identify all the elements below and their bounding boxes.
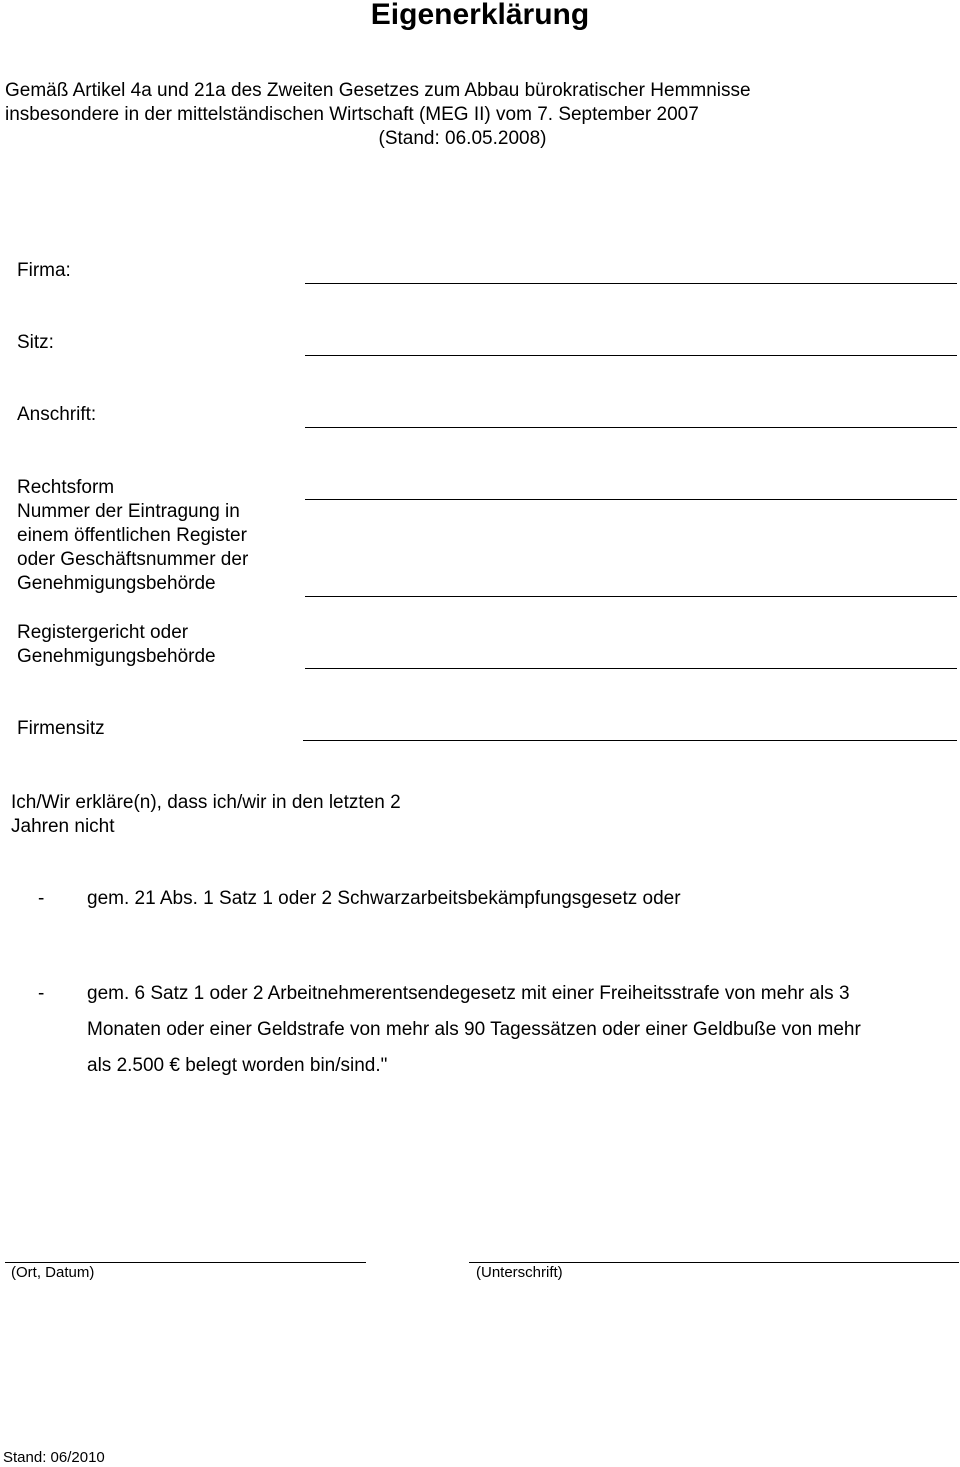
label-firmensitz: Firmensitz [17, 718, 105, 739]
declaration-intro [11, 791, 401, 839]
label-sitz: Sitz: [17, 332, 54, 353]
signature-line-place-date[interactable] [5, 1262, 366, 1263]
caption-signature: (Unterschrift) [476, 1264, 563, 1281]
footer-stand: Stand: 06/2010 [3, 1449, 105, 1466]
input-line-sitz[interactable] [305, 355, 957, 356]
input-line-firma[interactable] [305, 283, 957, 284]
label-registernummer-line-3: oder Geschäftsnummer der [17, 549, 249, 570]
bullet-text-2-line-2: Monaten oder einer Geldstrafe von mehr als 90 Tagessätzen oder einer Geldbuße von mehr [87, 1019, 861, 1040]
label-anschrift: Anschrift: [17, 404, 97, 425]
label-registergericht-line-2: Genehmigungsbehörde [17, 646, 216, 667]
input-line-rechtsform[interactable] [305, 499, 957, 500]
intro-line-2: insbesondere in der mittelständischen Wirtschaft (MEG II) vom 7. September 2007 [5, 104, 699, 125]
bullet-dash: - [38, 983, 45, 1004]
input-line-firmensitz[interactable] [303, 740, 957, 741]
input-line-registernummer[interactable] [305, 596, 957, 597]
bullet-text-1: gem. 21 Abs. 1 Satz 1 oder 2 Schwarzarbeitsbekämpfungsgesetz oder [87, 888, 681, 909]
label-registernummer-line-2: einem öffentlichen Register [17, 525, 247, 546]
label-registergericht-line-1: Registergericht oder [17, 622, 189, 643]
signature-line-signature[interactable] [469, 1262, 959, 1263]
bullet-dash: - [38, 888, 45, 909]
label-firma: Firma: [17, 260, 71, 281]
document-title: Eigenerklärung [370, 0, 590, 31]
caption-place-date: (Ort, Datum) [11, 1264, 95, 1281]
bullet-text-2-line-3: als 2.500 € belegt worden bin/sind." [87, 1055, 388, 1076]
intro-line-1: Gemäß Artikel 4a und 21a des Zweiten Gesetzes zum Abbau bürokratischer Hemmnisse [5, 80, 751, 101]
bullet-text-2 [87, 976, 957, 1084]
label-registernummer [17, 500, 248, 596]
label-registergericht [17, 621, 216, 669]
intro-text [5, 79, 950, 151]
bullet-item-2-dash [38, 982, 48, 1006]
label-rechtsform: Rechtsform [17, 477, 115, 498]
declaration-line-2: Jahren nicht [11, 816, 115, 837]
bullet-text-2-line-1: gem. 6 Satz 1 oder 2 Arbeitnehmerentsendegesetz mit einer Freiheitsstrafe von mehr als 3 [87, 983, 850, 1004]
input-line-anschrift[interactable] [305, 427, 957, 428]
intro-line-3: (Stand: 06.05.2008) [378, 128, 547, 149]
bullet-item-1 [38, 887, 938, 911]
label-registernummer-line-1: Nummer der Eintragung in [17, 501, 240, 522]
input-line-registergericht[interactable] [305, 668, 957, 669]
declaration-line-1: Ich/Wir erkläre(n), dass ich/wir in den letzten 2 [11, 792, 401, 813]
label-registernummer-line-4: Genehmigungsbehörde [17, 573, 216, 594]
